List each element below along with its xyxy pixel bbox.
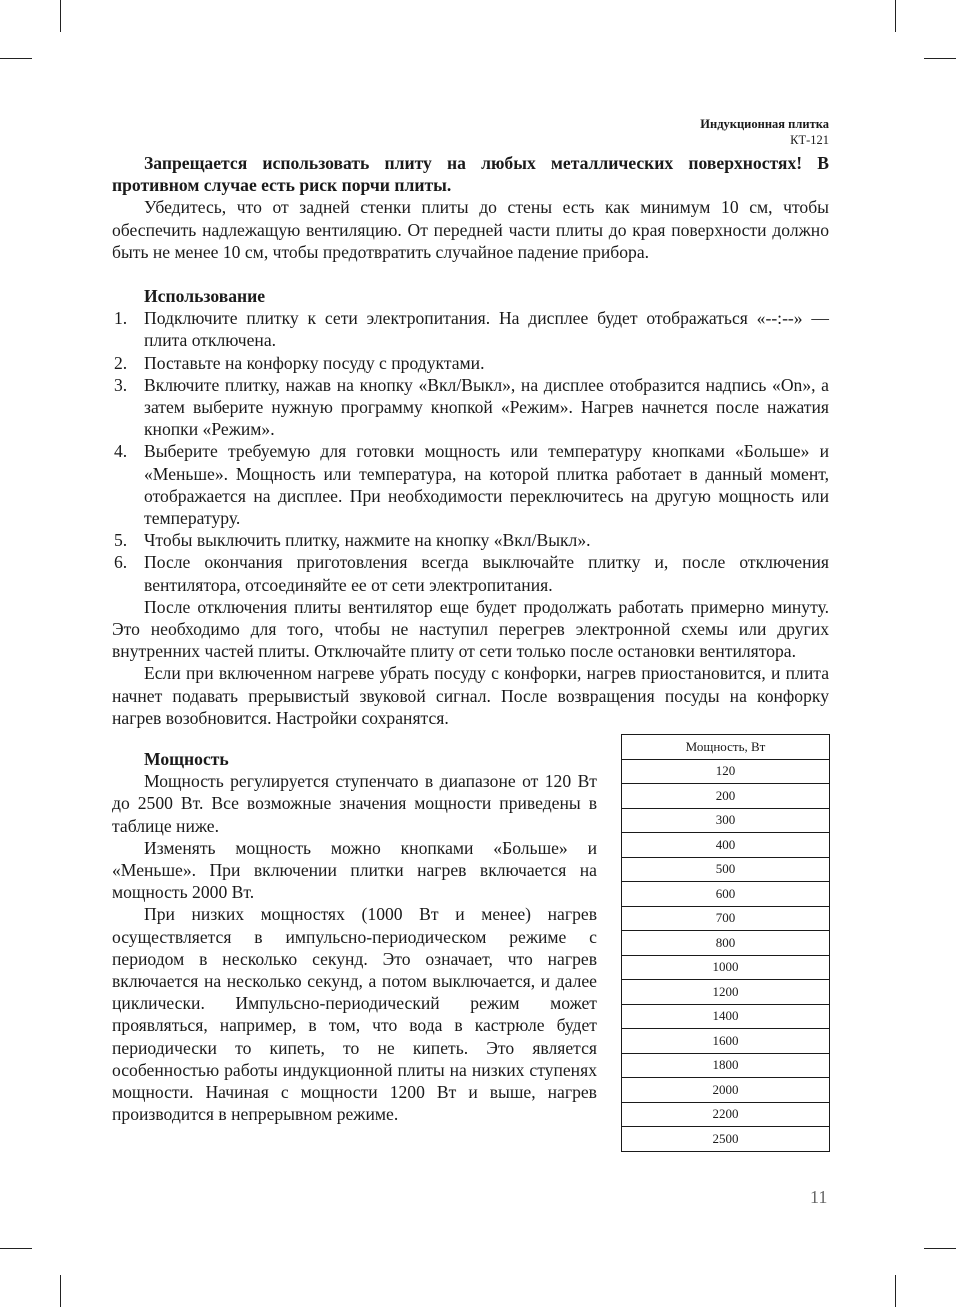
table-cell: 700 xyxy=(622,906,830,931)
power-section xyxy=(112,748,597,1125)
fan-note: После отключения плиты вентилятор еще будет продолжать работать примерно минуту. Это необходимо для того, чтобы не наступил перегрев электронной схемы или других внутренних частей плиты. Отключайте плиту от сети только после остановки вентилятора. xyxy=(112,596,829,662)
crop-mark xyxy=(924,1248,956,1249)
list-item: 4. Выберите требуемую для готовки мощность или температуру кнопками «Больше» и «Меньше». Мощность или температура, на которой плитка работает в данный момент, отображается на дисплее. При необходимости переключитесь на другую мощность или температуру. xyxy=(114,441,829,529)
power-heading: Мощность xyxy=(144,749,229,769)
crop-mark xyxy=(895,1275,896,1307)
table-cell: 400 xyxy=(622,833,830,858)
crop-mark xyxy=(0,58,32,59)
table-cell: 300 xyxy=(622,808,830,833)
usage-heading: Использование xyxy=(144,286,266,307)
crop-mark xyxy=(0,1248,32,1249)
power-paragraph: Изменять мощность можно кнопками «Больше» и «Меньше». При включении плитки нагрев включается на мощность 2000 Вт. xyxy=(112,837,597,903)
power-paragraph: Мощность регулируется ступенчато в диапазоне от 120 Вт до 2500 Вт. Все возможные значения мощности приведены в таблице ниже. xyxy=(112,771,597,836)
table-cell: 1000 xyxy=(622,955,830,980)
pause-note: Если при включенном нагреве убрать посуду с конфорки, нагрев приостановится, и плита начнет подавать прерывистый звуковой сигнал. После возвращения посуды на конфорку нагрев возобновится. Настройки сохранятся. xyxy=(112,663,829,728)
warning-text: Запрещается использовать плиту на любых металлических поверхностях! В противном случае есть риск порчи плиты. xyxy=(112,153,829,196)
running-header xyxy=(700,116,829,148)
list-item: 3. Включите плитку, нажав на кнопку «Вкл/Выкл», на дисплее отобразится надпись «On», а затем выберите нужную программу кнопкой «Режим». Нагрев начнется после нажатия кнопки «Режим». xyxy=(114,374,829,440)
header-model: КТ-121 xyxy=(790,133,829,147)
table-cell: 1200 xyxy=(622,980,830,1005)
table-cell: 500 xyxy=(622,857,830,882)
crop-mark xyxy=(895,0,896,32)
crop-mark xyxy=(60,0,61,32)
header-title: Индукционная плитка xyxy=(700,117,829,131)
list-item: 1. Подключите плитку к сети электропитания. На дисплее будет отображаться «--:--» — плита отключена. xyxy=(114,308,829,351)
table-cell: 120 xyxy=(622,759,830,784)
power-table xyxy=(621,734,830,1152)
page-number: 11 xyxy=(810,1187,828,1207)
list-item: 5. Чтобы выключить плитку, нажмите на кнопку «Вкл/Выкл». xyxy=(114,530,591,551)
crop-mark xyxy=(60,1275,61,1307)
ventilation-text: Убедитесь, что от задней стенки плиты до стены есть как минимум 10 см, чтобы обеспечить надлежащую вентиляцию. От передней части плиты до края поверхности должно быть не менее 10 см, чтобы предотвратить случайное падение прибора. xyxy=(112,197,829,262)
power-paragraph: При низких мощностях (1000 Вт и менее) нагрев осуществляется в импульсно-периодическом режиме с периодом в несколько секунд. Это означает, что нагрев включается на несколько секунд, а потом выключается, и далее циклически. Импульсно-периодический режим может проявляться, например, в том, что вода в кастрюле будет периодически то кипеть, то не кипеть. Это является особенностью работы индукционной плиты на низких ступенях мощности. Начиная с мощности 1200 Вт и выше, нагрев производится в непрерывном режиме. xyxy=(112,904,597,1125)
table-cell: 2500 xyxy=(622,1127,830,1152)
main-content xyxy=(112,152,829,729)
table-cell: 2200 xyxy=(622,1102,830,1127)
table-cell: 800 xyxy=(622,931,830,956)
usage-steps xyxy=(112,307,829,596)
crop-mark xyxy=(924,58,956,59)
table-cell: 2000 xyxy=(622,1078,830,1103)
table-cell: 1800 xyxy=(622,1053,830,1078)
list-item: 6. После окончания приготовления всегда выключайте плитку и, после отключения вентилятора, отсоединяйте ее от сети электропитания. xyxy=(114,552,829,595)
table-cell: 200 xyxy=(622,784,830,809)
table-cell: 1400 xyxy=(622,1004,830,1029)
table-cell: 1600 xyxy=(622,1029,830,1054)
table-header: Мощность, Вт xyxy=(622,735,830,760)
table-cell: 600 xyxy=(622,882,830,907)
list-item: 2. Поставьте на конфорку посуду с продуктами. xyxy=(114,352,485,373)
